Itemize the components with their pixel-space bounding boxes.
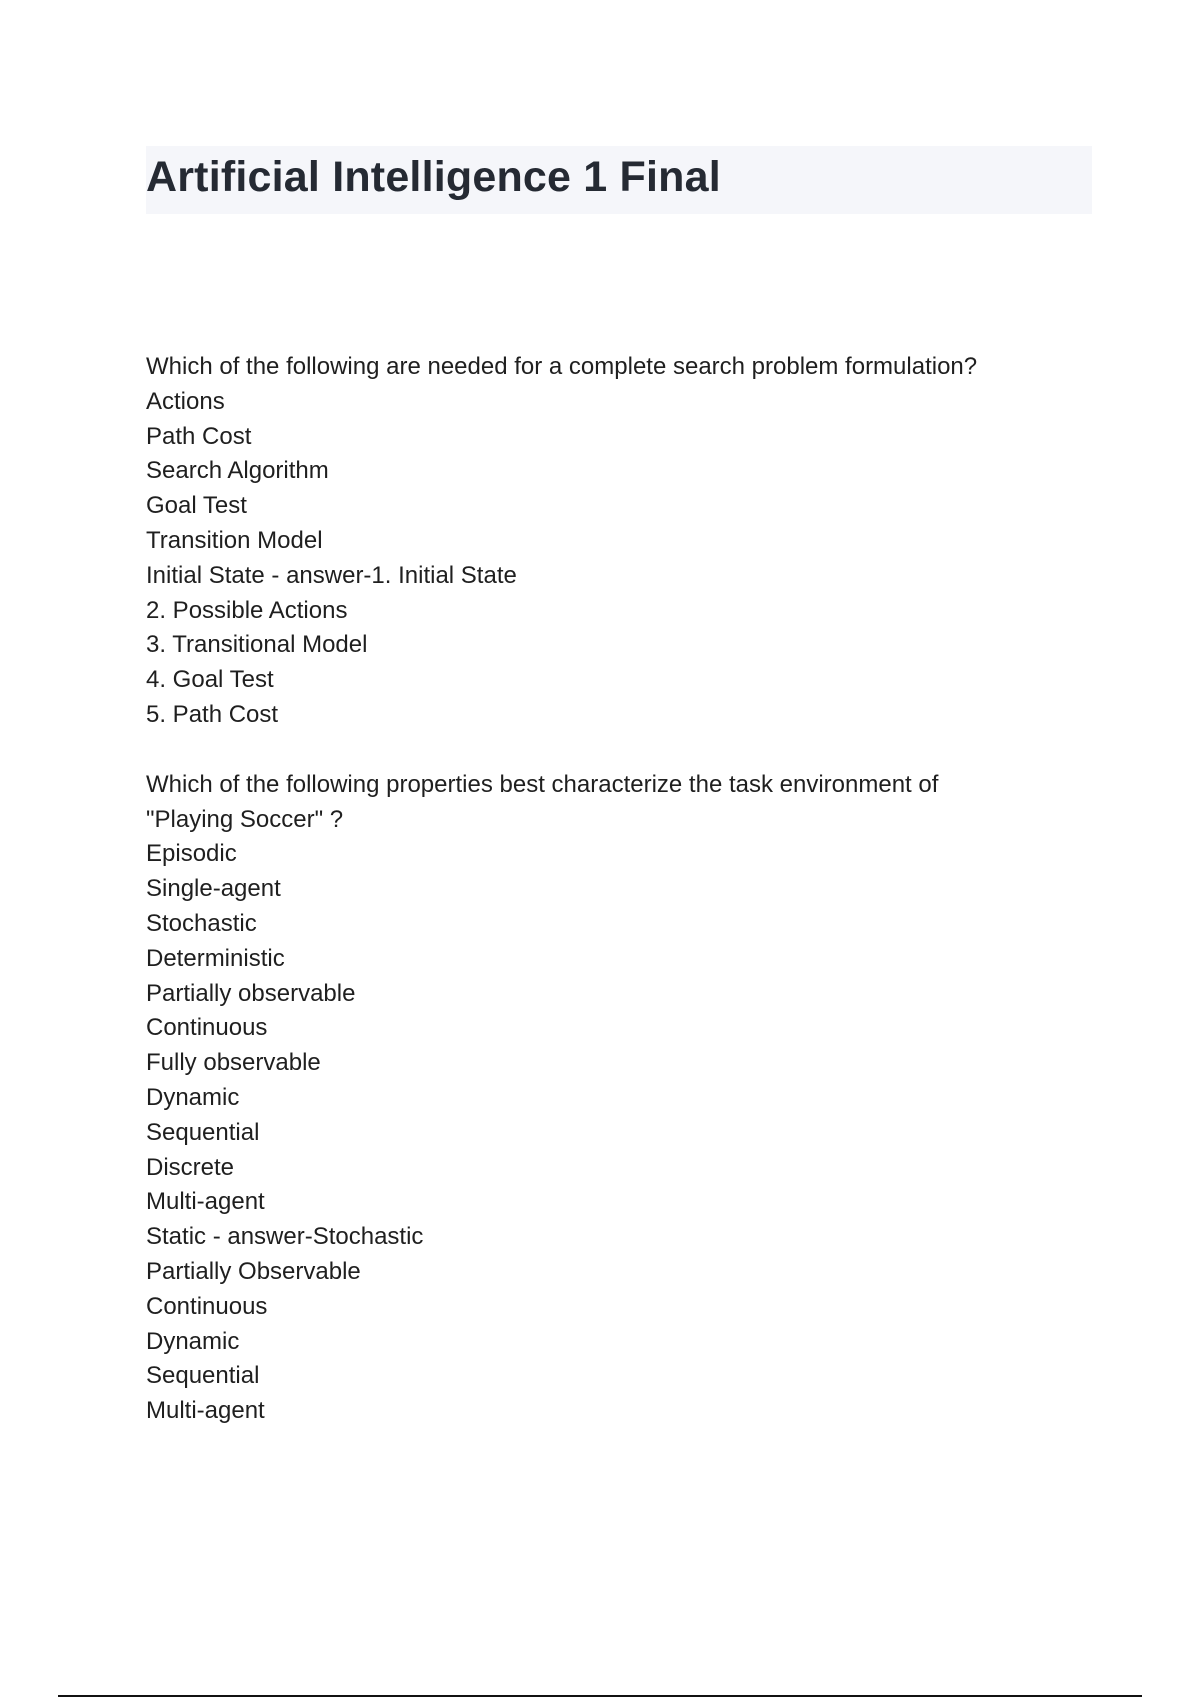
option-line: Continuous xyxy=(146,1014,268,1042)
option-line: Fully observable xyxy=(146,1049,321,1077)
option-line: Dynamic xyxy=(146,1083,240,1111)
answer-line: 5. Path Cost xyxy=(146,700,279,728)
option-line: Partially observable xyxy=(146,979,356,1007)
option-answer-line: Static - answer-Stochastic xyxy=(146,1223,424,1251)
option-line: Path Cost xyxy=(146,422,252,450)
option-line: Discrete xyxy=(146,1153,235,1181)
option-line: Sequential xyxy=(146,1118,260,1146)
answer-line: Partially Observable xyxy=(146,1257,361,1285)
question-text: Which of the following are needed for a complete search problem formulation? xyxy=(146,353,978,380)
option-line: Search Algorithm xyxy=(146,457,329,485)
answer-line: Multi-agent xyxy=(146,1397,265,1425)
option-line: Episodic xyxy=(146,840,237,868)
option-line: Stochastic xyxy=(146,909,257,937)
question-block-1 xyxy=(146,350,1106,733)
document-body xyxy=(146,350,1106,1464)
option-line: Deterministic xyxy=(146,944,285,972)
option-answer-line: Initial State - answer-1. Initial State xyxy=(146,561,517,589)
answer-line: 2. Possible Actions xyxy=(146,596,348,624)
answer-line: Continuous xyxy=(146,1292,268,1320)
option-line: Actions xyxy=(146,387,225,415)
answer-line: 4. Goal Test xyxy=(146,666,274,694)
page-footer-rule xyxy=(58,1695,1142,1697)
answer-line: 3. Transitional Model xyxy=(146,631,368,659)
document-title: Artificial Intelligence 1 Final xyxy=(146,153,721,201)
question-text-continued: "Playing Soccer" ? xyxy=(146,805,344,833)
option-line: Goal Test xyxy=(146,492,247,520)
question-text: Which of the following properties best characterize the task environment of xyxy=(146,770,939,798)
option-line: Transition Model xyxy=(146,526,323,554)
option-line: Multi-agent xyxy=(146,1188,265,1216)
question-block-2 xyxy=(146,768,1106,1429)
answer-line: Dynamic xyxy=(146,1327,240,1355)
answer-line: Sequential xyxy=(146,1362,260,1390)
option-line: Single-agent xyxy=(146,875,281,903)
